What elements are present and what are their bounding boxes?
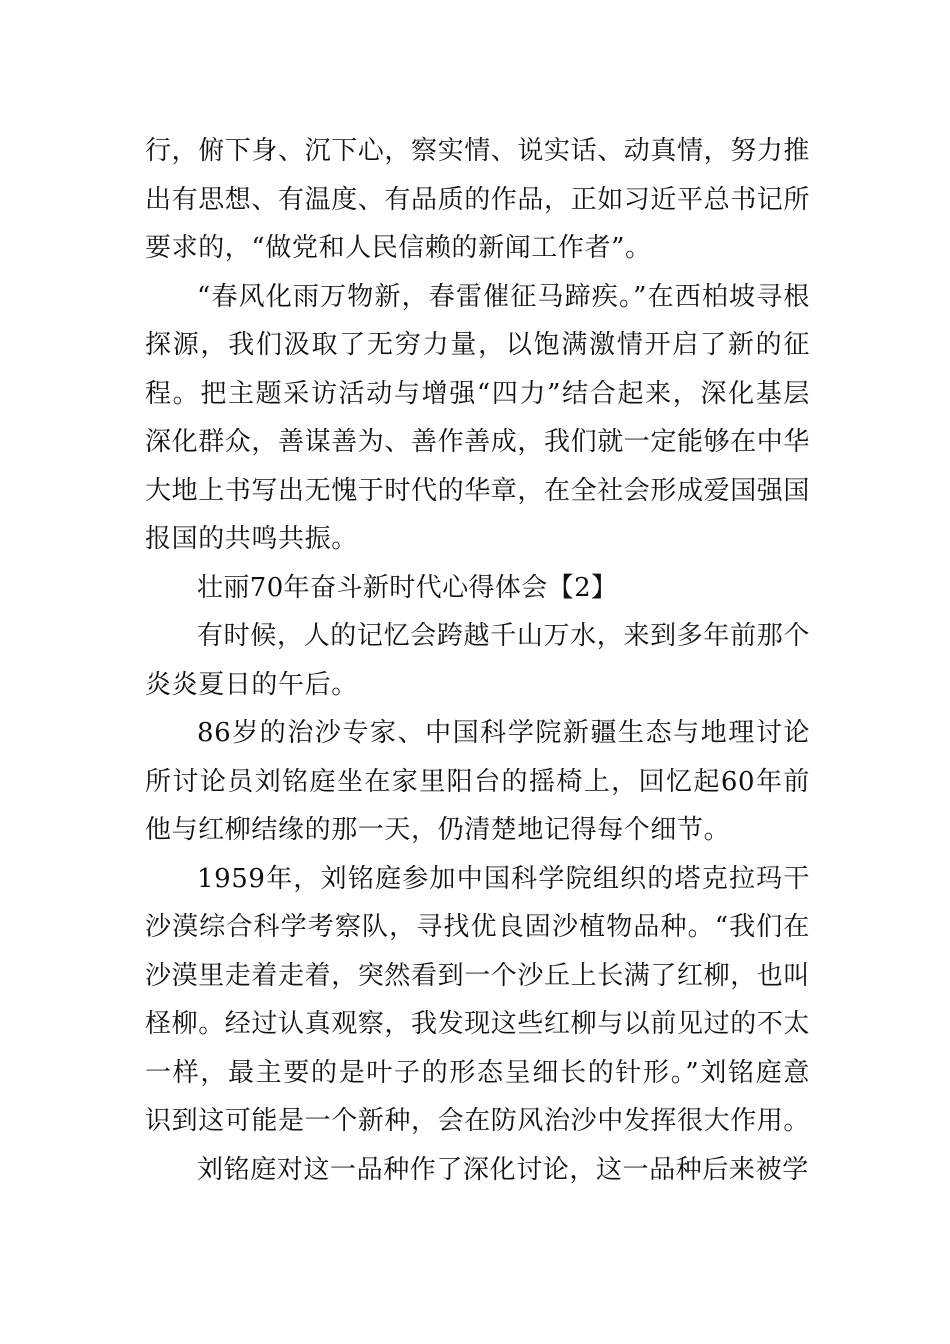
- section-heading: 壮丽70年奋斗新时代心得体会【2】: [197, 572, 618, 603]
- paragraph-research: 刘铭庭对这一品种作了深化讨论，这一品种后来被学: [197, 1154, 809, 1185]
- paragraph-xibaipo: “春风化雨万物新，春雷催征马蹄疾。”在西柏坡寻根探源，我们汲取了无穷力量，以饱满激情开启了新的征程。把主题采访活动与增强“四力”结合起来，深化基层深化群众，善谋善为、善作善成，我们就一定能够在中华大地上书写出无愧于时代的华章，在全社会形成爱国强国报国的共鸣共振。: [145, 281, 811, 554]
- paragraph-continuation: 行，俯下身、沉下心，察实情、说实话、动真情，努力推出有思想、有温度、有品质的作品，正如习近平总书记所要求的，“做党和人民信赖的新闻工作者”。: [145, 136, 811, 263]
- paragraph-memory: 有时候，人的记忆会跨越千山万水，来到多年前那个炎炎夏日的午后。: [145, 621, 810, 700]
- paragraph-liu-mingting: 86岁的治沙专家、中国科学院新疆生态与地理讨论所讨论员刘铭庭坐在家里阳台的摇椅上，回忆起60年前他与红柳结缘的那一天，仍清楚地记得每个细节。: [145, 718, 810, 845]
- document-page: [145, 127, 810, 1194]
- paragraph-1959: 1959年，刘铭庭参加中国科学院组织的塔克拉玛干沙漠综合科学考察队，寻找优良固沙植物品种。“我们在沙漠里走着走着，突然看到一个沙丘上长满了红柳，也叫柽柳。经过认真观察，我发现这些红柳与以前见过的不太一样，最主要的是叶子的形态呈细长的针形。”刘铭庭意识到这可能是一个新种，会在防风治沙中发挥很大作用。: [145, 863, 811, 1136]
